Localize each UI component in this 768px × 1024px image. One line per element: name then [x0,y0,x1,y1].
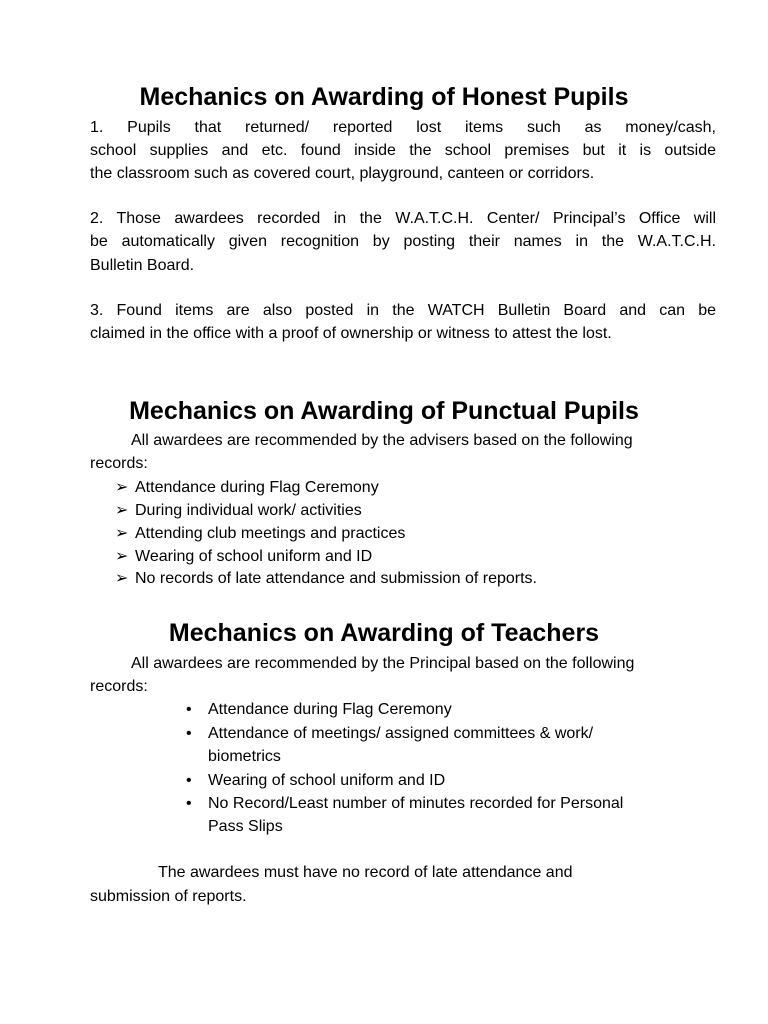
heading-teachers: Mechanics on Awarding of Teachers [168,619,600,647]
paragraph-line: 3. Found items are also posted in the WATCH Bulletin Board and can be [90,302,716,319]
list-item [186,700,452,720]
list-item-text: Attendance during Flag Ceremony [208,701,452,718]
arrow-bullet-icon: ➢ [115,570,129,587]
list-item [186,724,593,744]
paragraph-line: All awardees are recommended by the advisers based on the following [131,432,633,449]
list-item-text: No records of late attendance and submission of reports. [135,570,537,587]
bullet-icon: • [186,772,192,789]
arrow-bullet-icon: ➢ [115,502,129,519]
bullet-icon: • [186,701,192,718]
paragraph-line: the classroom such as covered court, playground, canteen or corridors. [90,165,595,182]
list-item-text: No Record/Least number of minutes recorded for Personal [208,795,624,812]
list-item [115,478,379,498]
list-item [115,569,537,589]
paragraph-line: be automatically given recognition by posting their names in the W.A.T.C.H. [90,233,716,250]
arrow-bullet-icon: ➢ [115,548,129,565]
list-item-text: Wearing of school uniform and ID [135,548,373,565]
bullet-icon: • [186,725,192,742]
paragraph-line: All awardees are recommended by the Principal based on the following [131,655,635,672]
list-item [115,547,372,567]
list-item-continuation: biometrics [208,748,281,765]
bullet-icon: • [186,795,192,812]
list-item-continuation: Pass Slips [208,818,283,835]
list-item [115,501,362,521]
arrow-bullet-icon: ➢ [115,479,129,496]
paragraph-line: 2. Those awardees recorded in the W.A.T.C.H. Center/ Principal’s Office will [90,210,716,227]
heading-punctual-pupils: Mechanics on Awarding of Punctual Pupils [129,397,639,425]
paragraph-line: Bulletin Board. [90,257,195,274]
list-item-text: During individual work/ activities [135,502,362,519]
list-item-text: Wearing of school uniform and ID [208,772,446,789]
arrow-bullet-icon: ➢ [115,525,129,542]
paragraph-line: The awardees must have no record of late attendance and [158,864,573,881]
paragraph-line: 1. Pupils that returned/ reported lost items such as money/cash, [90,119,716,136]
paragraph-line: school supplies and etc. found inside the school premises but it is outside [90,142,716,159]
list-item [186,771,445,791]
list-item [115,524,405,544]
paragraph-line: submission of reports. [90,888,247,905]
list-item-text: Attending club meetings and practices [135,525,406,542]
paragraph-line: records: [90,455,148,472]
heading-honest-pupils: Mechanics on Awarding of Honest Pupils [139,83,629,111]
list-item-text: Attendance of meetings/ assigned committees & work/ [208,725,594,742]
paragraph-line: records: [90,678,148,695]
paragraph-line: claimed in the office with a proof of ownership or witness to attest the lost. [90,325,612,342]
list-item [186,794,623,814]
list-item-text: Attendance during Flag Ceremony [135,479,379,496]
